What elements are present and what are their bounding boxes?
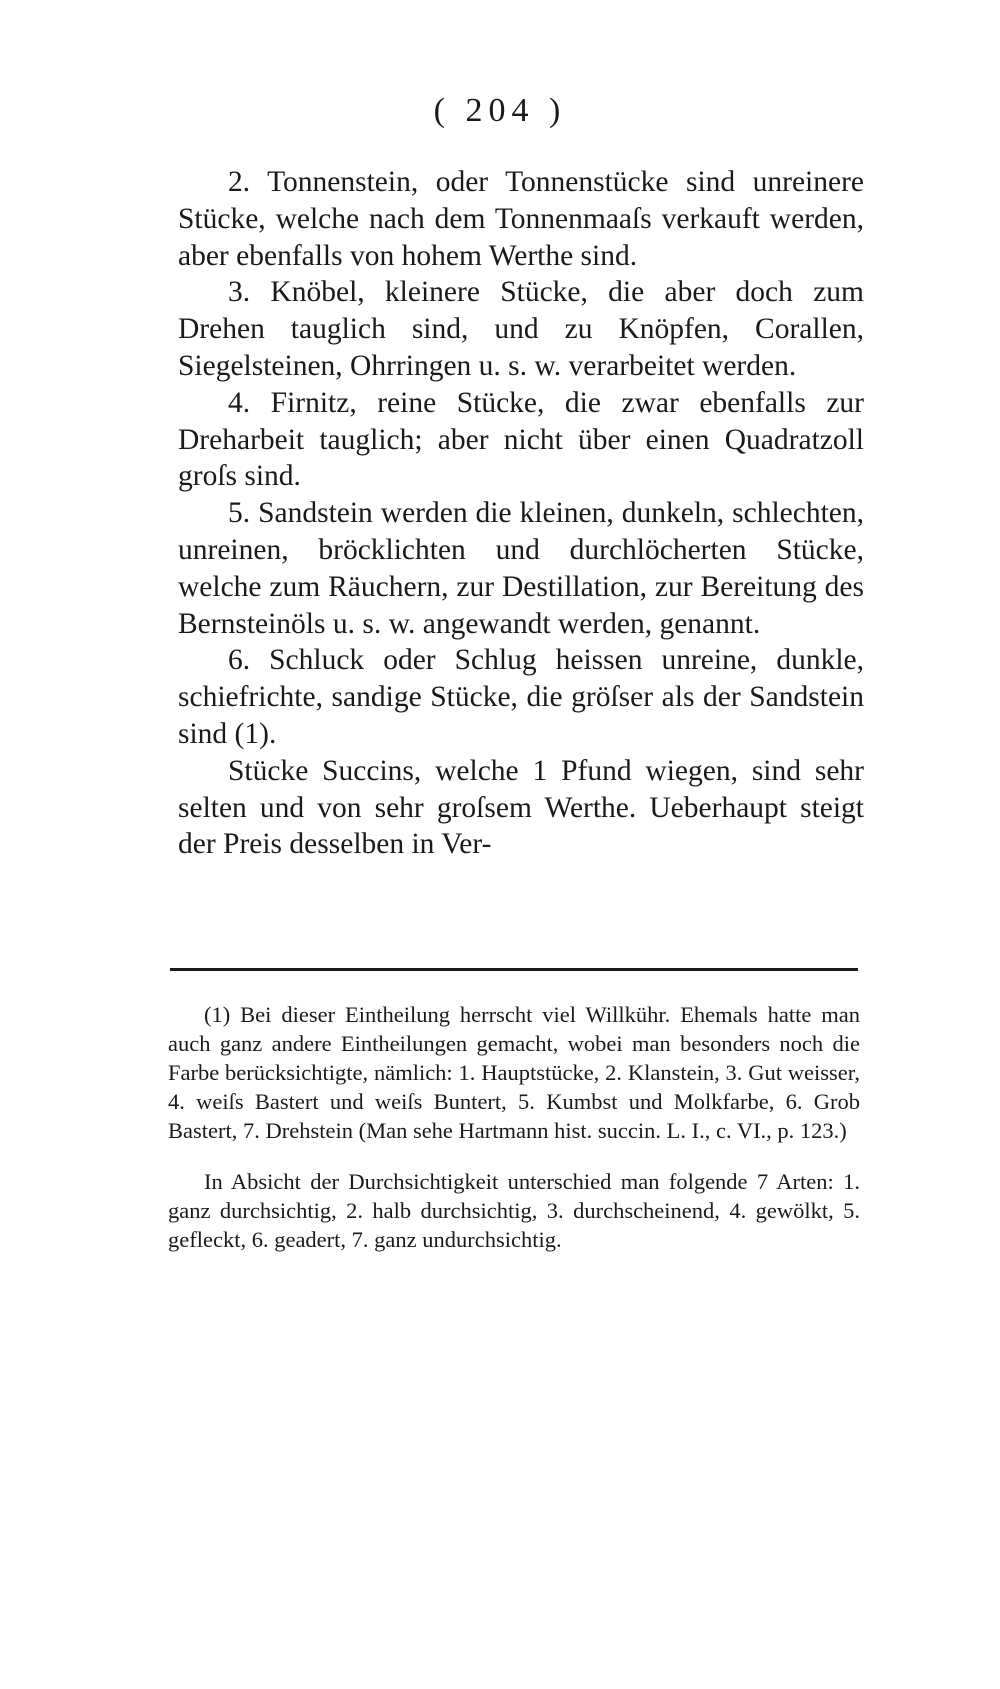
page-number: ( 204 ) [433,92,567,129]
paragraph-tonnenstein: 2. Tonnenstein, oder Tonnenstücke sind unreinere Stücke, welche nach dem Tonnenmaaſs verkauft werden, aber ebenfalls von hohem Werthe sind. [178,166,864,272]
footnotes [168,1000,860,1254]
paragraph-succins: Stücke Succins, welche 1 Pfund wiegen, sind sehr selten und von sehr groſsem Werthe. Ueberhaupt steigt der Preis desselben in Ver- [178,754,864,861]
footnote-divider [170,968,858,971]
paragraph-sandstein: 5. Sandstein werden die kleinen, dunkeln, schlechten, unreinen, bröcklichten und durchlöcherten Stücke, welche zum Räuchern, zur Destillation, zur Bereitung des Bernsteinöls u. s. w. angewandt werden, genannt. [178,497,864,640]
paragraph-knoebel: 3. Knöbel, kleinere Stücke, die aber doch zum Drehen tauglich sind, und zu Knöpfen, Corallen, Siegelsteinen, Ohrringen u. s. w. verarbeitet werden. [178,276,864,382]
paragraph-firnitz: 4. Firnitz, reine Stücke, die zwar ebenfalls zur Dreharbeit tauglich; aber nicht über einen Quadratzoll groſs sind. [178,386,864,493]
paragraph-schluck: 6. Schluck oder Schlug heissen unreine, dunkle, schiefrichte, sandige Stücke, die gröſser als der Sandstein sind (1). [178,644,864,750]
footnote-1: (1) Bei dieser Eintheilung herrscht viel Willkühr. Ehemals hatte man auch ganz andere Eintheilungen gemacht, wobei man besonders noch die Farbe berücksichtigte, nämlich: 1. Hauptstücke, 2. Klanstein, 3. Gut weisser, 4. weiſs Bastert und weiſs Buntert, 5. Kumbst und Molkfarbe, 6. Grob Bastert, 7. Drehstein (Man sehe Hartmann hist. succin. L. I., c. VI., p. 123.) [168,1002,860,1143]
footnote-transparency: In Absicht der Durchsichtigkeit unterschied man folgende 7 Arten: 1. ganz durchsichtig, 2. halb durchsichtig, 3. durchscheinend, 4. gewölkt, 5. gefleckt, 6. geadert, 7. ganz undurchsichtig. [168,1169,860,1252]
main-text [178,164,864,863]
